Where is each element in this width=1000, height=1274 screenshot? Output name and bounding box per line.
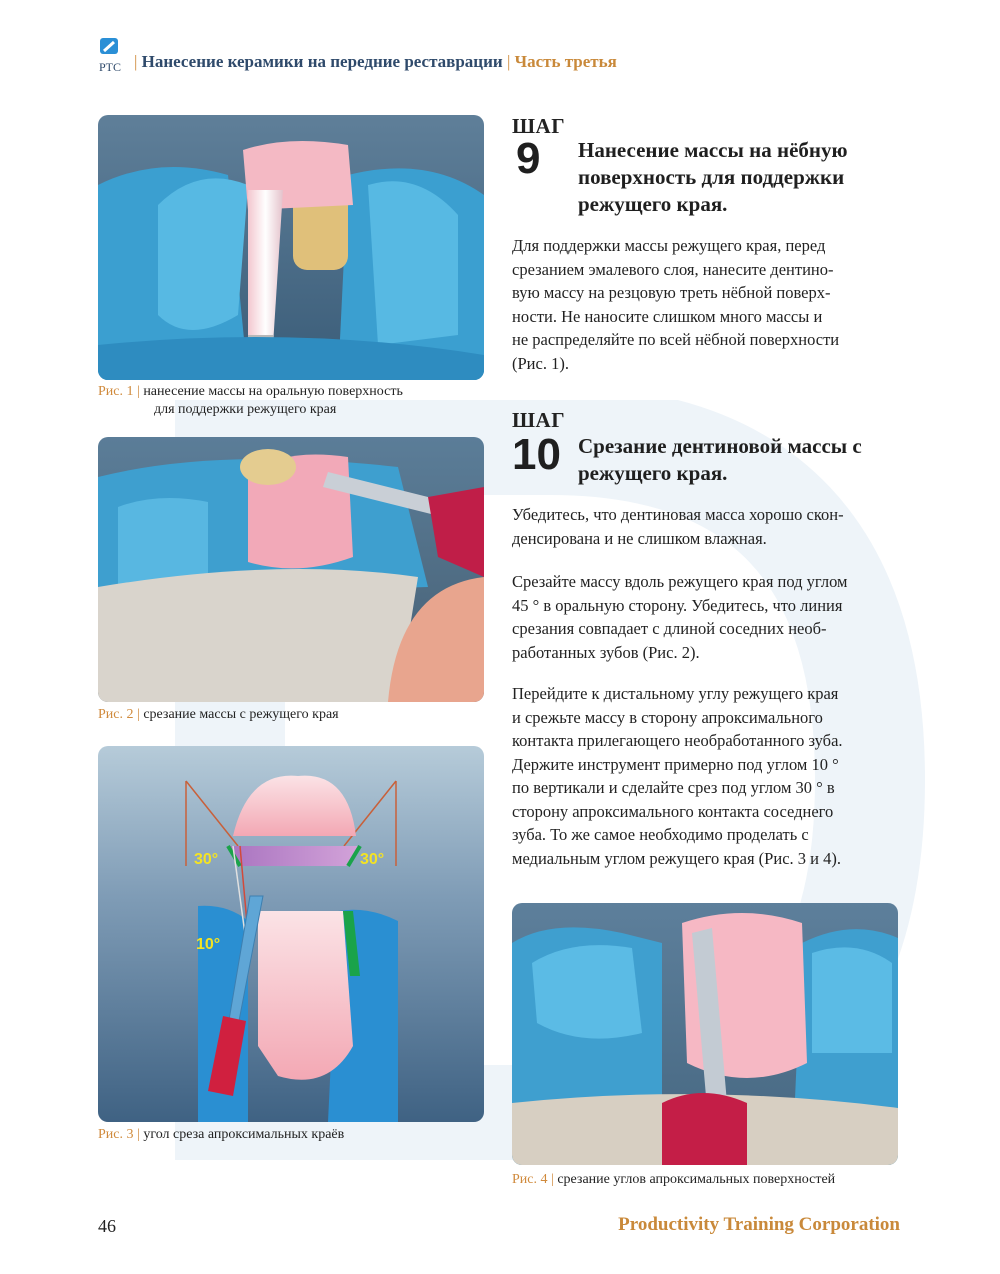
header-title bbox=[134, 52, 617, 72]
step-title-line: режущего края. bbox=[578, 192, 728, 216]
text-line: не распределяйте по всей нёбной поверхности bbox=[512, 330, 840, 349]
angle-left-label: 30° bbox=[194, 851, 219, 868]
text-line: срезания совпадает с длиной соседних необ- bbox=[512, 619, 827, 638]
step-title-line: режущего края. bbox=[578, 461, 728, 485]
figure-label: Рис. 3 bbox=[98, 1127, 134, 1142]
footer-brand: Productivity Training Corporation bbox=[618, 1214, 900, 1235]
text-line: медиальным углом режущего края (Рис. 3 и 4). bbox=[512, 848, 841, 868]
figure-2-caption bbox=[98, 706, 488, 724]
step-10-label: ШАГ bbox=[512, 408, 566, 432]
text-line: сторону апроксимального контакта соседнего bbox=[512, 801, 834, 821]
text-line: Перейдите к дистальному углу режущего края bbox=[512, 684, 839, 703]
figure-1-caption bbox=[98, 383, 488, 419]
logo-text: PTC bbox=[99, 60, 122, 74]
angle-vertical-label: 10° bbox=[196, 936, 221, 953]
text-line: 45 ° в оральную сторону. Убедитесь, что линия bbox=[512, 595, 843, 615]
page-header bbox=[98, 36, 898, 76]
text-line: Убедитесь, что дентиновая масса хорошо скон- bbox=[512, 505, 844, 524]
caption-text: угол среза апроксимальных краёв bbox=[143, 1127, 345, 1142]
text-line: Держите инструмент примерно под углом 10 ° bbox=[512, 754, 839, 774]
figure-label: Рис. 2 bbox=[98, 707, 134, 722]
figure-1-photo bbox=[98, 115, 484, 380]
figure-3-diagram bbox=[98, 746, 484, 1122]
figure-2-photo bbox=[98, 437, 484, 702]
figure-separator: | bbox=[137, 1127, 140, 1142]
caption-text: срезание массы с режущего края bbox=[143, 707, 339, 722]
figure-3-caption bbox=[98, 1126, 488, 1144]
page-number: 46 bbox=[98, 1216, 116, 1236]
step-10-number: 10 bbox=[512, 430, 561, 479]
figure-4-caption bbox=[512, 1171, 902, 1189]
header-title-text: Нанесение керамики на передние реставрации bbox=[141, 52, 503, 71]
step-9-paragraph bbox=[512, 234, 898, 375]
text-line: зуба. То же самое необходимо проделать с bbox=[512, 825, 809, 844]
angle-right-label: 30° bbox=[360, 851, 385, 868]
step-10-paragraph-3 bbox=[512, 682, 898, 870]
text-line: и срежьте массу в сторону апроксимального bbox=[512, 707, 823, 727]
text-line: работанных зубов (Рис. 2). bbox=[512, 642, 700, 662]
step-10-paragraph-1 bbox=[512, 503, 898, 550]
header-part: Часть третья bbox=[514, 52, 617, 71]
text-line: вую массу на резцовую треть нёбной поверх- bbox=[512, 283, 831, 302]
text-line: Для поддержки массы режущего края, перед bbox=[512, 236, 826, 255]
figure-label: Рис. 1 bbox=[98, 384, 134, 399]
text-line: ности. Не наносите слишком много массы и bbox=[512, 306, 823, 326]
ptc-logo-icon bbox=[98, 36, 128, 76]
step-10-paragraph-2 bbox=[512, 570, 898, 664]
step-9-title bbox=[578, 137, 908, 218]
caption-text: нанесение массы на оральную поверхность bbox=[143, 384, 403, 399]
text-line: контакта прилегающего необработанного зуба. bbox=[512, 731, 843, 750]
header-separator: | bbox=[134, 52, 138, 71]
step-9-label: ШАГ bbox=[512, 114, 566, 138]
step-title-line: поверхность для поддержки bbox=[578, 165, 845, 189]
figure-separator: | bbox=[137, 384, 140, 399]
header-separator: | bbox=[506, 52, 511, 71]
figure-separator: | bbox=[551, 1172, 554, 1187]
text-line: денсирована и не слишком влажная. bbox=[512, 528, 767, 548]
caption-text: для поддержки режущего края bbox=[154, 402, 337, 417]
text-line: срезанием эмалевого слоя, нанесите дентино- bbox=[512, 259, 834, 279]
step-9-number: 9 bbox=[516, 134, 541, 183]
caption-text: срезание углов апроксимальных поверхностей bbox=[557, 1172, 836, 1187]
step-title-line: Нанесение массы на нёбную bbox=[578, 138, 848, 162]
step-title-line: Срезание дентиновой массы с bbox=[578, 434, 862, 458]
figure-label: Рис. 4 bbox=[512, 1172, 548, 1187]
figure-4-photo bbox=[512, 903, 898, 1165]
text-line: Срезайте массу вдоль режущего края под углом bbox=[512, 572, 848, 591]
figure-separator: | bbox=[137, 707, 140, 722]
text-line: по вертикали и сделайте срез под углом 30 ° в bbox=[512, 778, 835, 797]
text-line: (Рис. 1). bbox=[512, 353, 569, 373]
step-10-title bbox=[578, 433, 908, 487]
